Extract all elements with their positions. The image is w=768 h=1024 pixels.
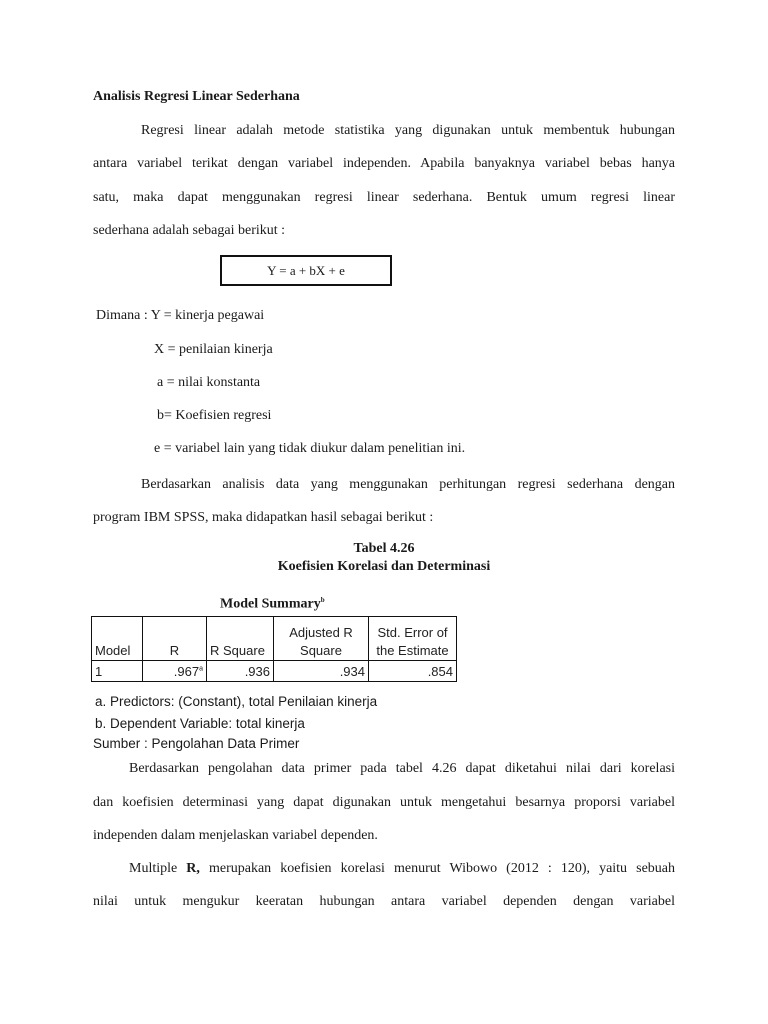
table-note-b: b. Dependent Variable: total kinerja <box>95 716 305 731</box>
result-line-1: Berdasarkan pengolahan data primer pada tabel 4.26 dapat diketahui nilai dari korelasi <box>129 761 675 776</box>
intro-line-1: Regresi linear adalah metode statistika yang digunakan untuk membentuk hubungan <box>141 123 675 138</box>
intro-line-2: antara variabel terikat dengan variabel independen. Apabila banyaknya variabel bebas hanya <box>93 156 675 171</box>
cell-r-footnote-mark: a <box>199 665 203 673</box>
formula-text: Y = a + bX + e <box>267 262 345 278</box>
model-summary-footnote-mark: b <box>320 596 325 604</box>
table-row <box>92 661 457 682</box>
header-r-square: R Square <box>207 617 274 661</box>
header-adjusted-r-square: Adjusted R Square <box>274 617 369 661</box>
model-summary-title: Model Summary$^b$ <box>220 596 325 612</box>
table-header-row <box>92 617 457 661</box>
intro-line-3: satu, maka dapat menggunakan regresi linear sederhana. Bentuk umum regresi linear <box>93 190 675 205</box>
model-summary-table <box>91 616 457 682</box>
header-std-error: Std. Error of the Estimate <box>369 617 457 661</box>
cell-adjusted-r-square: .934 <box>274 661 369 682</box>
header-model: Model <box>92 617 143 661</box>
cell-std-error: .854 <box>369 661 457 682</box>
header-r: R <box>143 617 207 661</box>
table-number: Tabel 4.26 <box>353 541 415 556</box>
cell-r-square: .936 <box>207 661 274 682</box>
multiple-r-line-2: nilai untuk mengukur keeratan hubungan antara variabel dependen dengan variabel <box>93 894 675 909</box>
definition-e: e = variabel lain yang tidak diukur dalam penelitian ini. <box>154 441 466 456</box>
cell-r: .967$^a$ <box>143 661 207 682</box>
source-note: Sumber : Pengolahan Data Primer <box>93 736 300 751</box>
multiple-r-line-1: Multiple R, merupakan koefisien korelasi menurut Wibowo (2012 : 120), yaitu sebuah <box>129 861 675 876</box>
definition-x: X = penilaian kinerja <box>154 342 273 357</box>
analysis-line-1: Berdasarkan analisis data yang menggunakan perhitungan regresi sederhana dengan <box>141 477 675 492</box>
analysis-line-2: program IBM SPSS, maka didapatkan hasil sebagai berikut : <box>93 510 434 525</box>
table-title: Koefisien Korelasi dan Determinasi <box>277 559 491 574</box>
definition-b: b= Koefisien regresi <box>157 408 272 423</box>
formula-box <box>220 255 392 286</box>
table-note-a: a. Predictors: (Constant), total Penilaian kinerja <box>95 694 378 709</box>
result-line-3: independen dalam menjelaskan variabel dependen. <box>93 828 378 843</box>
definition-y: Dimana : Y = kinerja pegawai <box>96 308 265 323</box>
multiple-r-bold: R, <box>186 861 200 876</box>
section-heading: Analisis Regresi Linear Sederhana <box>93 89 300 104</box>
result-line-2: dan koefisien determinasi yang dapat digunakan untuk mengetahui besarnya proporsi variabel <box>93 795 675 810</box>
intro-line-4: sederhana adalah sebagai berikut : <box>93 223 286 238</box>
definition-a: a = nilai konstanta <box>157 375 261 390</box>
cell-model: 1 <box>92 661 143 682</box>
